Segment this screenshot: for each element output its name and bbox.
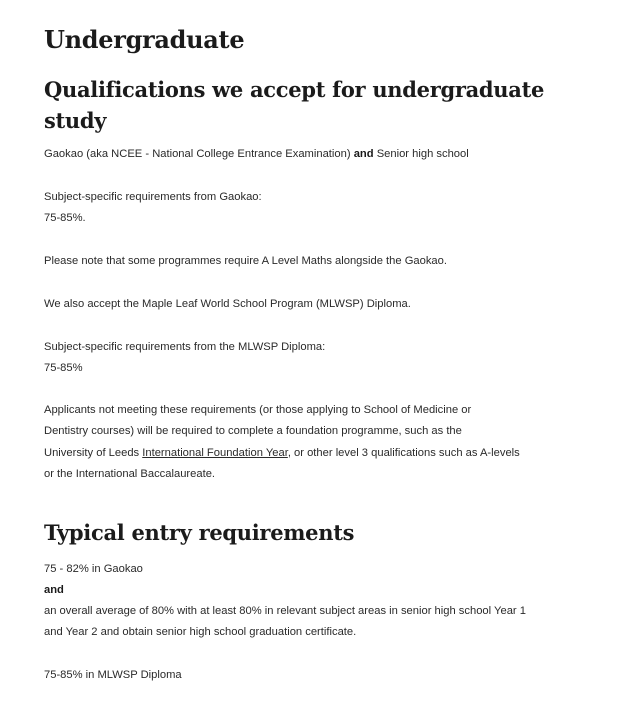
- typical-requirements-heading: Typical entry requirements: [44, 520, 355, 545]
- mlwsp-requirements-label: Subject-specific requirements from the MLWSP Diploma:: [44, 341, 326, 353]
- foundation-text-line-3: [44, 443, 520, 464]
- typical-gaokao-line: 75 - 82% in Gaokao: [44, 563, 143, 575]
- foundation-line-3-suffix: , or other level 3 qualifications such as A-levels: [287, 447, 520, 459]
- mlwsp-accept-text: We also accept the Maple Leaf World School Program (MLWSP) Diploma.: [44, 298, 411, 310]
- page-title: Undergraduate: [44, 25, 245, 54]
- foundation-text-line-4: or the International Baccalaureate.: [44, 468, 216, 480]
- typical-mlwsp-line: 75-85% in MLWSP Diploma: [44, 669, 182, 681]
- typical-average-line-1: an overall average of 80% with at least 80% in relevant subject areas in senior high school Year 1: [44, 605, 526, 617]
- maths-note: Please note that some programmes require A Level Maths alongside the Gaokao.: [44, 255, 447, 267]
- typical-and-line: [44, 580, 64, 601]
- qualifications-heading: Qualifications we accept for undergraduate study: [44, 77, 545, 133]
- foundation-line-3-prefix: University of Leeds: [44, 447, 140, 459]
- foundation-text-line-1: Applicants not meeting these requirements (or those applying to School of Medicine or: [44, 404, 472, 416]
- international-foundation-year-link[interactable]: International Foundation Year: [142, 447, 288, 459]
- gaokao-requirements-label: Subject-specific requirements from Gaokao:: [44, 191, 262, 203]
- typical-and-connector: and: [44, 584, 64, 596]
- mlwsp-requirements-value: 75-85%: [44, 362, 83, 374]
- and-connector: and: [353, 148, 374, 160]
- gaokao-requirements-value: 75-85%.: [44, 212, 86, 224]
- typical-average-line-2: and Year 2 and obtain senior high school graduation certificate.: [44, 626, 357, 638]
- gaokao-suffix: Senior high school: [376, 148, 469, 160]
- gaokao-prefix: Gaokao (aka NCEE - National College Entrance Examination): [44, 148, 351, 160]
- foundation-text-line-2: Dentistry courses) will be required to complete a foundation programme, such as the: [44, 425, 462, 437]
- gaokao-qualification-text: [44, 144, 469, 165]
